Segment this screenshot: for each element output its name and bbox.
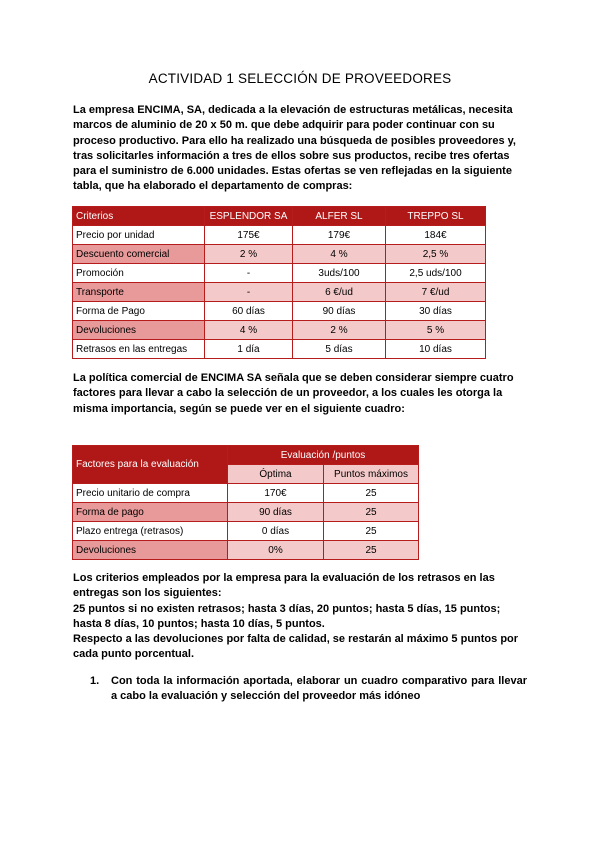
cell-value: 60 días bbox=[205, 302, 293, 321]
cell-value: 2 % bbox=[293, 321, 386, 340]
task-text bbox=[111, 674, 527, 705]
row-label: Precio unitario de compra bbox=[73, 484, 228, 503]
cell-value: 0 días bbox=[228, 522, 324, 541]
cell-value: 4 % bbox=[205, 321, 293, 340]
factors-header-row bbox=[73, 446, 419, 465]
cell-value: 0% bbox=[228, 541, 324, 560]
cell-value: 3uds/100 bbox=[293, 264, 386, 283]
cell-value: 25 bbox=[324, 541, 419, 560]
cell-value: - bbox=[205, 264, 293, 283]
policy-line: misma importancia, según se puede ver en el siguiente cuadro: bbox=[73, 402, 405, 415]
offers-header-row bbox=[73, 207, 486, 226]
cell-value: 179€ bbox=[293, 226, 386, 245]
task-line: Con toda la información aportada, elaborar un cuadro comparativo para llevar bbox=[111, 675, 527, 687]
task-list-item bbox=[92, 674, 527, 706]
subheader-puntos-maximos: Puntos máximos bbox=[324, 465, 419, 484]
criteria-line: 25 puntos si no existen retrasos; hasta 3 días, 20 puntos; hasta 5 días, 15 puntos; bbox=[73, 602, 501, 615]
task-line: a cabo la evaluación y selección del proveedor más idóneo bbox=[111, 690, 421, 703]
task-number: 1. bbox=[90, 675, 100, 687]
cell-value: 2,5 uds/100 bbox=[386, 264, 486, 283]
cell-value: 184€ bbox=[386, 226, 486, 245]
criteria-line: entregas son los siguientes: bbox=[73, 587, 222, 600]
cell-value: 10 días bbox=[386, 340, 486, 359]
policy-line: factores para llevar a cabo la selección de un proveedor, a los cuales les otorga la bbox=[73, 387, 503, 400]
intro-line: La empresa ENCIMA, SA, dedicada a la elevación de estructuras metálicas, necesita bbox=[73, 104, 513, 116]
policy-paragraph bbox=[73, 371, 527, 417]
intro-line: tabla, que ha elaborado el departamento de compras: bbox=[73, 180, 353, 193]
row-label: Devoluciones bbox=[73, 541, 228, 560]
row-label: Transporte bbox=[73, 283, 205, 302]
cell-value: 25 bbox=[324, 522, 419, 541]
cell-value: 25 bbox=[324, 503, 419, 522]
cell-value: 1 día bbox=[205, 340, 293, 359]
row-label: Forma de pago bbox=[73, 503, 228, 522]
row-label: Plazo entrega (retrasos) bbox=[73, 522, 228, 541]
cell-value: 5 % bbox=[386, 321, 486, 340]
row-label: Devoluciones bbox=[73, 321, 205, 340]
table-row bbox=[73, 503, 419, 522]
criteria-line: hasta 8 días, 10 puntos; hasta 10 días, 5 puntos. bbox=[73, 617, 325, 630]
table-row bbox=[73, 522, 419, 541]
page-title: ACTIVIDAD 1 SELECCIÓN DE PROVEEDORES bbox=[148, 71, 452, 86]
cell-value: 175€ bbox=[205, 226, 293, 245]
row-label: Precio por unidad bbox=[73, 226, 205, 245]
intro-line: tras solicitarles información a tres de ellos sobre sus productos, recibe tres ofertas bbox=[73, 149, 510, 162]
criteria-line: Los criterios empleados por la empresa para la evaluación de los retrasos en las bbox=[73, 572, 495, 584]
table-row bbox=[73, 245, 486, 264]
criteria-paragraph bbox=[73, 571, 527, 663]
intro-line: marcos de aluminio de 20 x 50 m. que debe adquirir para poder continuar con su bbox=[73, 119, 495, 132]
row-label: Promoción bbox=[73, 264, 205, 283]
row-label: Retrasos en las entregas bbox=[73, 340, 205, 359]
table-row bbox=[73, 264, 486, 283]
intro-line: para el suministro de 6.000 unidades. Estas ofertas se ven reflejadas en la siguiente bbox=[73, 165, 512, 178]
cell-value: 7 €/ud bbox=[386, 283, 486, 302]
offers-table bbox=[72, 206, 486, 359]
table-row bbox=[73, 302, 486, 321]
cell-value: - bbox=[205, 283, 293, 302]
cell-value: 90 días bbox=[293, 302, 386, 321]
factors-header-evaluation: Evaluación /puntos bbox=[228, 446, 419, 465]
policy-line: La política comercial de ENCIMA SA señala que se deben considerar siempre cuatro bbox=[73, 372, 514, 384]
cell-value: 2,5 % bbox=[386, 245, 486, 264]
cell-value: 5 días bbox=[293, 340, 386, 359]
cell-value: 90 días bbox=[228, 503, 324, 522]
intro-paragraph bbox=[73, 103, 527, 195]
offers-header-criterios: Criterios bbox=[73, 207, 205, 226]
cell-value: 25 bbox=[324, 484, 419, 503]
table-row bbox=[73, 340, 486, 359]
offers-header-treppo: TREPPO SL bbox=[386, 207, 486, 226]
criteria-line: Respecto a las devoluciones por falta de calidad, se restarán al máximo 5 puntos por bbox=[73, 633, 519, 646]
offers-header-esplendor: ESPLENDOR SA bbox=[205, 207, 293, 226]
cell-value: 170€ bbox=[228, 484, 324, 503]
subheader-optima: Óptima bbox=[228, 465, 324, 484]
table-row bbox=[73, 541, 419, 560]
factors-table bbox=[72, 445, 419, 560]
table-row bbox=[73, 321, 486, 340]
table-row bbox=[73, 484, 419, 503]
cell-value: 4 % bbox=[293, 245, 386, 264]
offers-header-alfer: ALFER SL bbox=[293, 207, 386, 226]
table-row bbox=[73, 283, 486, 302]
cell-value: 2 % bbox=[205, 245, 293, 264]
intro-line: proceso productivo. Para ello ha realizado una búsqueda de posibles proveedores y, bbox=[73, 134, 516, 147]
cell-value: 30 días bbox=[386, 302, 486, 321]
cell-value: 6 €/ud bbox=[293, 283, 386, 302]
table-row bbox=[73, 226, 486, 245]
row-label: Descuento comercial bbox=[73, 245, 205, 264]
factors-header-label: Factores para la evaluación bbox=[73, 446, 228, 484]
criteria-line: cada punto porcentual. bbox=[73, 648, 195, 661]
row-label: Forma de Pago bbox=[73, 302, 205, 321]
